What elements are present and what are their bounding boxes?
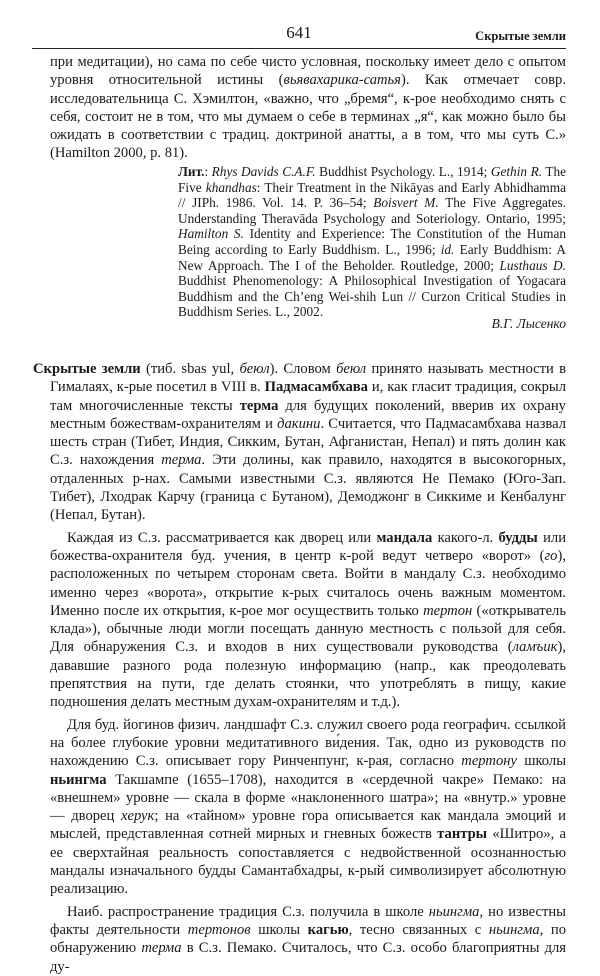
- text-run: Для буд. йогинов физич. ландшафт С.з. служил своего рода географич. ссылкой на более глубокие уровни медитативного ви́дения. Так, одно из руководств по нахождению С.з. описывает гору Ринченпунг, к-рая, согласно: [50, 716, 566, 770]
- entry-headword: Скрытые земли: [33, 361, 141, 377]
- literature-label: Лит.: [178, 164, 205, 179]
- italic-term: беюл: [336, 361, 367, 377]
- text-run: для будущих поколений, вверив их охрану местным божествам-охранителям и: [50, 397, 566, 432]
- dictionary-entry: [33, 360, 566, 976]
- bold-cross-reference: тантры: [437, 826, 488, 843]
- text-run: . Эти долины, как правило, находятся в высокогорных, отдаленных р-нах. Самыми известными С.з. являются Не Пемако (Юго-Зап. Тибет), Лходрак Карчу (граница с Бутаном), Демоджонг в Сиккиме и Кенбалунг (Непал, Бутан).: [50, 452, 566, 524]
- bold-cross-reference: Падмасамбхава: [264, 379, 368, 396]
- reference-author: Hamilton S.: [178, 226, 244, 242]
- text-run: принято называть местности в Гималаях, к-рые посетил в VIII в.: [50, 361, 566, 396]
- text-run: Такшампе (1655–1708), находится в «сердечной чакре» Пемако: на «внешнем» уровне — скала в форме «наклоненного шатра»; на «внутр.» уровне — дворец: [50, 771, 566, 825]
- reference-text: The Five Aggregates. Understanding Theravāda Psychology and Soteriology. Ontario, 1995;: [178, 195, 567, 226]
- literature-references: [178, 164, 566, 319]
- running-section-title: Скрытые земли: [475, 29, 566, 43]
- text-run: , тесно связанных с: [348, 921, 489, 938]
- reference-author: Rhys Davids C.A.F.: [211, 164, 316, 179]
- text-run: школы: [250, 921, 308, 938]
- reference-author: Lusthaus D.: [499, 257, 566, 273]
- reference-author: Boisvert M.: [373, 195, 439, 211]
- text-run: в С.з. Пемако. Считалось, что С.з. особо благоприятны для ду-: [50, 940, 566, 975]
- text-run: или божества-охранителя буд. учения, в центр к-рой ведут четверо «ворот» (: [50, 529, 567, 564]
- text-run: «Шитро», а ее сверхтайная реальность сопоставляется с недвойственной осознанностью мандалы изначального будды Самантабхадры, к-рый символизирует абсолютную реализацию.: [50, 826, 567, 898]
- italic-term: го: [544, 547, 558, 564]
- entry-paragraph-3: [33, 716, 566, 899]
- bold-cross-reference: ньингма: [50, 771, 107, 788]
- text-run: («открыватель клада»), обычные люди могли посещать данную местность с пользой для себя. Для обнаружения С.з. и входов в них существовали руководства (: [50, 602, 566, 656]
- continuation-paragraph: [50, 53, 566, 163]
- italic-term: тертонов: [187, 921, 251, 938]
- bold-cross-reference: терма: [239, 397, 279, 414]
- text-run: ), расположенных по четырем сторонам света. Войти в мандалу С.з. необходимо именно через «ворота», открытие к-рых считалось очень важным моментом. Именно после их открытия, к-рое мог осуществить только: [50, 547, 566, 619]
- italic-term: ньингма: [428, 903, 480, 920]
- literature-block: [178, 164, 566, 320]
- entry-paragraph-1: [33, 360, 566, 525]
- reference-author: id.: [440, 241, 455, 257]
- italic-term: ламъик: [512, 639, 558, 656]
- text-run: ). Как отмечает совр. исследовательница С. Хэмилтон, «важно, что „бремя“, к-рое необходимо снять с себя, состоит не в том, что мы думаем о себе в терминах „я“, как можно было бы ожидать в соответствии с традиц. доктриной анатты, а в том, что мы суть С.» (Hamilton 2000, p. 81).: [50, 72, 566, 162]
- reference-author: khandhas: [205, 179, 257, 195]
- text-run: . Считается, что Падмасамбхава назвал шесть стран (Тибет, Индия, Сикким, Бутан, Афганистан, Непал) и пять долин как С.з. нахождения: [50, 415, 566, 469]
- text-run: , по обнаружению: [50, 921, 566, 957]
- reference-text: Buddhist Psychology. L., 1914;: [315, 164, 491, 179]
- text-run: и, как гласит традиция, сокрыл там многочисленные тексты: [50, 379, 566, 414]
- italic-term: терма: [141, 940, 182, 957]
- text-run: ), дававшие разного рода полезную информацию (напр., как преодолевать препятствия на пути, где делать стоянки, что употреблять в пищу, какие подношения делать местным духам-охранителям и т.д.).: [50, 639, 566, 711]
- italic-term: херук: [121, 808, 155, 825]
- italic-term: ньингма: [488, 921, 540, 938]
- italic-term: тертон: [423, 602, 473, 619]
- text-run: (тиб. sbas yul,: [140, 361, 240, 377]
- reference-text: Early Buddhism: A New Approach. The I of the Beholder. Routledge, 2000;: [178, 241, 566, 273]
- italic-term: беюл: [239, 361, 270, 377]
- bold-cross-reference: кагью: [307, 921, 349, 938]
- text-run: ). Словом: [269, 361, 337, 377]
- text-run: ; на «тайном» уровне гора описывается как мандала эмоций и мыслей, представленная сотней мирных и гневных божеств: [50, 808, 566, 843]
- reference-text: Buddhist Phenomenology: A Philosophical Investigation of Yogacara Buddhism and the Ch’eng Wei-shih Lun // Curzon Critical Studies in Buddhism Series. L., 2002.: [178, 273, 566, 320]
- bold-cross-reference: мандала: [376, 529, 433, 546]
- italic-term: вьявахарика-сатья: [283, 72, 401, 89]
- text-run: , но известны факты деятельности: [50, 903, 566, 938]
- reference-text: Identity and Experience: The Constitution of the Human Being according to Early Buddhism. L., 1996;: [178, 226, 567, 257]
- text-run: Каждая из С.з. рассматривается как дворец или: [67, 529, 377, 546]
- italic-term: дакини: [277, 415, 321, 432]
- italic-term: тертону: [461, 753, 517, 770]
- reference-author: Gethin R.: [490, 164, 543, 179]
- bold-cross-reference: будды: [498, 529, 538, 546]
- entry-paragraph-2: [33, 529, 566, 712]
- entry-paragraph-4: [33, 903, 566, 976]
- running-head: [32, 22, 566, 49]
- reference-text: The Five: [178, 164, 566, 195]
- article-author: В.Г. Лысенко: [491, 316, 566, 331]
- text-run: какого-л.: [432, 529, 499, 546]
- reference-text: : Their Treatment in the Nikāyas and Early Abhidhamma // JIPh. 1986. Vol. 14. P. 36–54;: [178, 179, 566, 211]
- text-run: школы: [516, 753, 566, 770]
- text-run: при медитации), но сама по себе чисто условная, поскольку имеет дело с опытом уровня относительной истины (: [50, 54, 566, 89]
- italic-term: терма: [161, 452, 202, 469]
- page-number: 641: [286, 23, 312, 42]
- literature-colon: :: [204, 164, 212, 179]
- text-run: Наиб. распространение традиция С.з. получила в школе: [67, 903, 429, 920]
